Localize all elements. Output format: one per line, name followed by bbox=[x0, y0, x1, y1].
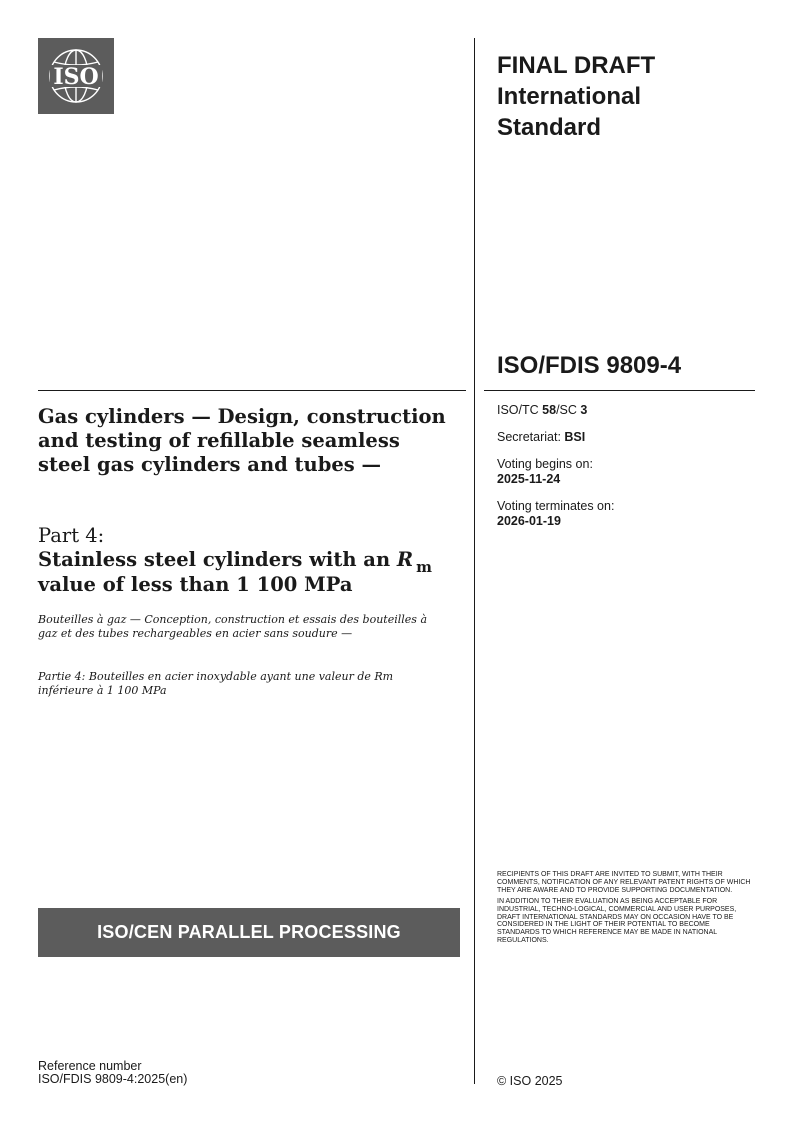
voting-ends-date: 2026-01-19 bbox=[497, 514, 561, 528]
voting-begins-date-row bbox=[497, 472, 614, 487]
horizontal-divider-right bbox=[484, 390, 755, 391]
french-title: Bouteilles à gaz — Conception, construction et essais des bouteilles à gaz et des tubes rechargeables en acier sans soudure — bbox=[38, 613, 428, 640]
committee-sc: 3 bbox=[580, 403, 588, 417]
voting-ends-date-row bbox=[497, 514, 614, 529]
committee-prefix: ISO/TC bbox=[497, 403, 543, 417]
notice-paragraph: IN ADDITION TO THEIR EVALUATION AS BEING ACCEPTABLE FOR INDUSTRIAL, TECHNO-LOGICAL, COMMERCIAL AND USER PURPOSES, DRAFT INTERNATIONAL STANDARDS MAY ON OCCASION HAVE TO BE CONSIDERED IN THE LIGHT OF THEIR POTENTIAL TO BECOME STANDARDS TO WHICH REFERENCE MAY BE MADE IN NATIONAL REGULATIONS. bbox=[497, 897, 737, 945]
parallel-processing-banner: ISO/CEN PARALLEL PROCESSING bbox=[38, 908, 460, 957]
document-title: Gas cylinders — Design, construction and testing of refillable seamless steel gas cylinders and tubes — bbox=[38, 405, 446, 476]
part-title-text-end: value of less than 1 100 MPa bbox=[38, 573, 353, 596]
secretariat-value: BSI bbox=[564, 430, 586, 444]
iso-globe-icon bbox=[38, 38, 114, 114]
draft-notice bbox=[497, 871, 752, 948]
copyright-notice: © ISO 2025 bbox=[497, 1074, 563, 1088]
voting-begins-date: 2025-11-24 bbox=[497, 472, 561, 486]
committee-line bbox=[497, 403, 614, 418]
reference-value: ISO/FDIS 9809-4:2025(en) bbox=[38, 1072, 188, 1086]
part-number: Part 4: bbox=[38, 524, 105, 547]
draft-status-line: FINAL DRAFT bbox=[497, 52, 656, 79]
notice-paragraph: RECIPIENTS OF THIS DRAFT ARE INVITED TO SUBMIT, WITH THEIR COMMENTS, NOTIFICATION OF ANY RELEVANT PATENT RIGHTS OF WHICH THEY ARE AWARE AND TO PROVIDE SUPPORTING DOCUMENTATION. bbox=[497, 871, 751, 894]
part-title-symbol: R bbox=[396, 548, 414, 571]
voting-ends-label: Voting terminates on: bbox=[497, 499, 615, 513]
draft-status-line: Standard bbox=[497, 114, 602, 141]
vertical-divider bbox=[474, 38, 475, 1084]
draft-status-line: International bbox=[497, 83, 642, 110]
horizontal-divider-left bbox=[38, 390, 466, 391]
logo-text: ISO bbox=[53, 64, 99, 90]
voting-begins-label: Voting begins on: bbox=[497, 457, 593, 471]
draft-status-heading bbox=[497, 50, 655, 143]
french-part-title: Partie 4: Bouteilles en acier inoxydable ayant une valeur de Rm inférieure à 1 100 MPa bbox=[38, 670, 394, 697]
part-title-subscript: m bbox=[416, 558, 433, 576]
reference-number bbox=[38, 1060, 187, 1086]
secretariat-label: Secretariat: bbox=[497, 430, 565, 444]
reference-label: Reference number bbox=[38, 1059, 142, 1073]
part-title bbox=[38, 548, 458, 597]
part-title-text: Stainless steel cylinders with an bbox=[38, 548, 397, 571]
committee-sc-label: /SC bbox=[556, 403, 581, 417]
committee-tc: 58 bbox=[542, 403, 557, 417]
document-identifier: ISO/FDIS 9809-4 bbox=[497, 352, 682, 379]
secretariat-line bbox=[497, 430, 614, 445]
document-metadata bbox=[497, 403, 614, 529]
iso-logo bbox=[38, 38, 114, 114]
